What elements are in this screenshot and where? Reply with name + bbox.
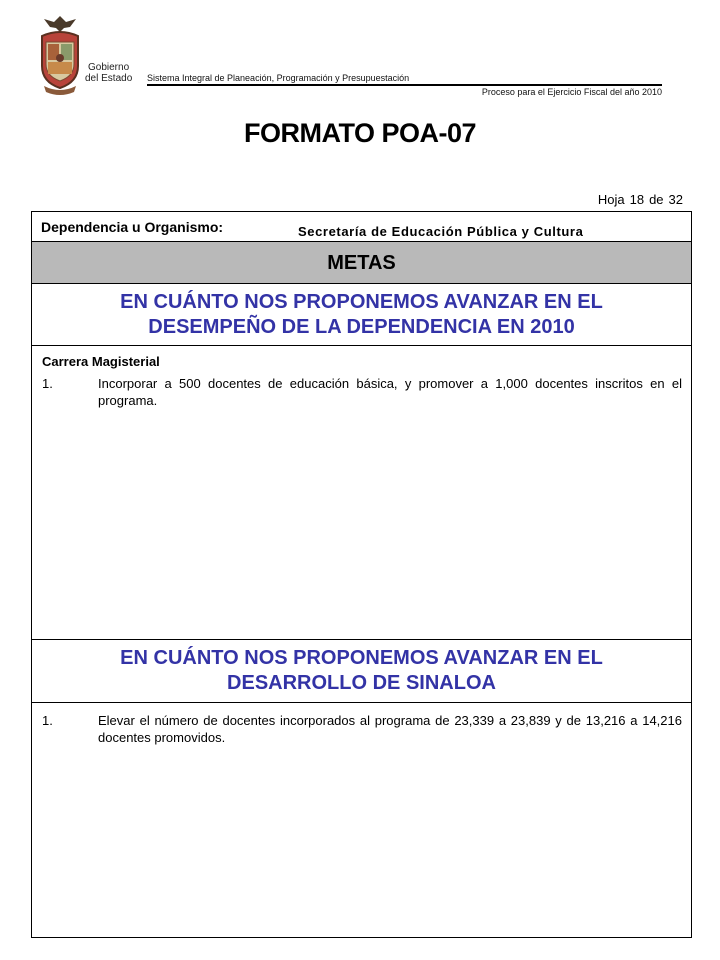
sheet-label: Hoja bbox=[597, 192, 625, 207]
dependency-label: Dependencia u Organismo: bbox=[41, 219, 224, 235]
government-label-line2: del Estado bbox=[85, 73, 133, 84]
header-divider bbox=[147, 84, 662, 86]
section2-body bbox=[32, 703, 691, 937]
poa-form-table bbox=[31, 211, 692, 938]
section1-heading bbox=[32, 284, 691, 346]
dependency-row bbox=[32, 212, 691, 242]
fiscal-process-label: Proceso para el Ejercicio Fiscal del año 2010 bbox=[481, 87, 662, 97]
sheet-total: 32 bbox=[668, 192, 683, 207]
page-title: FORMATO POA-07 bbox=[243, 118, 477, 148]
list-item-number: 1. bbox=[42, 376, 53, 391]
government-label-line1: Gobierno bbox=[88, 62, 130, 73]
sheet-number bbox=[598, 192, 683, 207]
sheet-of-label: de bbox=[649, 192, 664, 207]
system-name: Sistema Integral de Planeación, Programación y Presupuestación bbox=[147, 73, 410, 83]
section1-heading-line1: EN CUÁNTO NOS PROPONEMOS AVANZAR EN EL bbox=[120, 291, 603, 313]
section1-subheading: Carrera Magisterial bbox=[42, 354, 160, 369]
section1-heading-line2: DESEMPEÑO DE LA DEPENDENCIA EN 2010 bbox=[148, 316, 575, 338]
list-item bbox=[42, 375, 682, 409]
list-item-number: 1. bbox=[42, 713, 53, 728]
list-item bbox=[42, 712, 682, 746]
list-item-text: Incorporar a 500 docentes de educación básica, y promover a 1,000 docentes inscritos en el programa. bbox=[98, 376, 682, 408]
list-item-text: Elevar el número de docentes incorporados al programa de 23,339 a 23,839 y de 13,216 a 14,216 docentes promovidos. bbox=[98, 713, 682, 745]
section2-heading bbox=[32, 639, 691, 703]
dependency-value: Secretaría de Educación Pública y Cultura bbox=[298, 224, 584, 239]
section1-body bbox=[32, 346, 691, 639]
section2-heading-line2: DESARROLLO DE SINALOA bbox=[227, 672, 496, 694]
state-seal-logo bbox=[36, 14, 84, 96]
section2-heading-line1: EN CUÁNTO NOS PROPONEMOS AVANZAR EN EL bbox=[120, 647, 603, 669]
metas-header: METAS bbox=[32, 242, 691, 284]
sheet-page: 18 bbox=[629, 192, 645, 207]
